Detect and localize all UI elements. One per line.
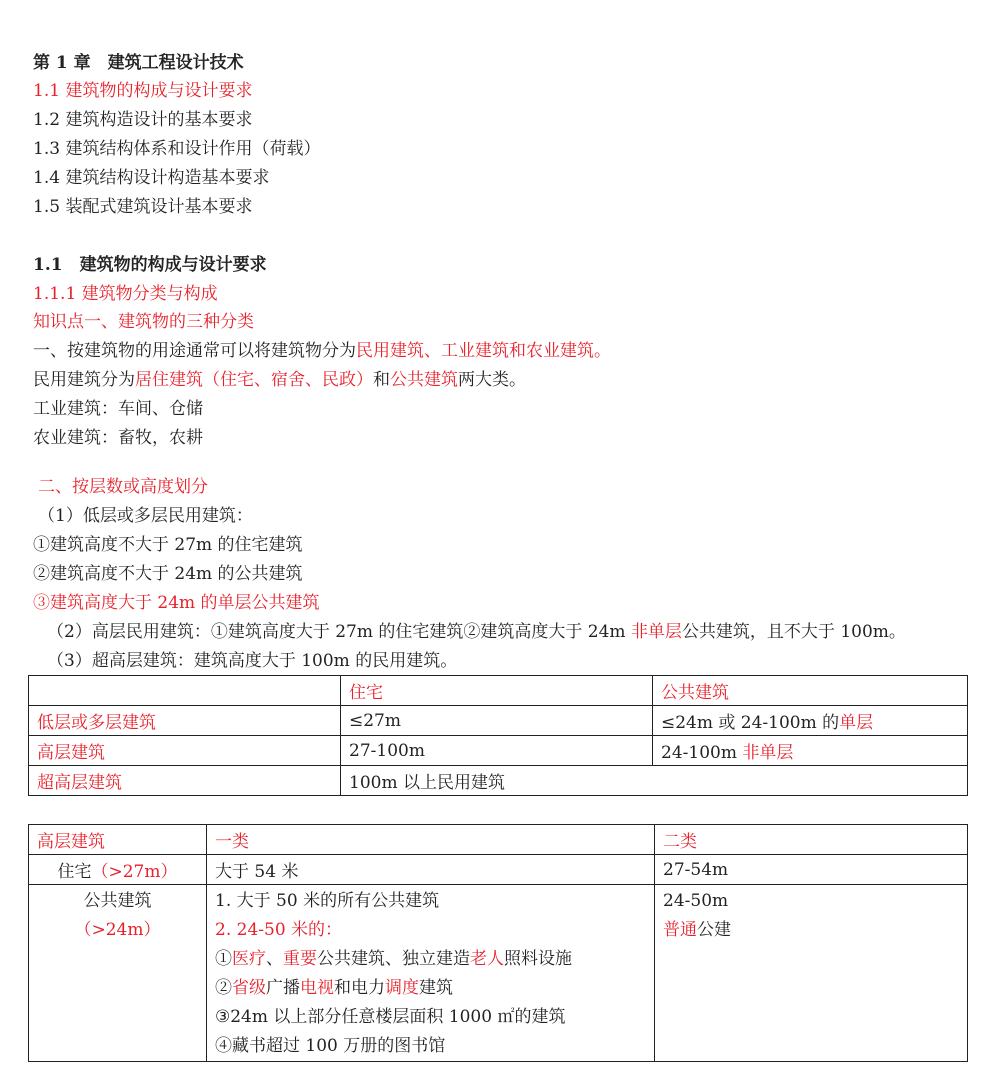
section-title: 1.1 建筑物的构成与设计要求 bbox=[33, 255, 267, 275]
public-class1-line-1: 1. 大于 50 米的所有公共建筑 bbox=[215, 891, 440, 911]
table-row bbox=[29, 855, 968, 885]
table-header-row bbox=[29, 825, 968, 855]
height-classification-heading: 二、按层数或高度划分 bbox=[38, 477, 208, 497]
low-item-2: ②建筑高度不大于 24m 的公共建筑 bbox=[33, 564, 303, 584]
l4-c: 广播 bbox=[266, 978, 300, 998]
cell-low-public bbox=[653, 706, 968, 736]
row-label-residential bbox=[29, 855, 207, 885]
toc-item-1-5[interactable]: 1.5 装配式建筑设计基本要求 bbox=[33, 197, 253, 217]
l4-provincial: 省级 bbox=[232, 978, 266, 998]
cell-residential-class-2: 27-54m bbox=[655, 855, 968, 885]
l3-e: 公共建筑、独立建造 bbox=[317, 949, 470, 969]
header-class-1: 一类 bbox=[207, 825, 655, 855]
cell-low-public-highlight: 单层 bbox=[839, 713, 874, 733]
table-row bbox=[29, 736, 968, 766]
table-header-row bbox=[29, 676, 968, 706]
table-row bbox=[29, 885, 968, 1062]
low-item-1: ①建筑高度不大于 27m 的住宅建筑 bbox=[33, 535, 303, 555]
high-text-c: 公共建筑，且不大于 100m。 bbox=[681, 622, 906, 642]
class2-public: 公建 bbox=[697, 920, 731, 940]
table-row bbox=[29, 766, 968, 796]
high-rise-line bbox=[47, 621, 906, 643]
l3-medical: 医疗 bbox=[232, 949, 266, 969]
public-class1-line-6: ④藏书超过 100 万册的图书馆 bbox=[215, 1036, 446, 1056]
row-label-low: 低层或多层建筑 bbox=[29, 706, 341, 736]
l3-a: ① bbox=[215, 949, 232, 969]
usage-classification bbox=[33, 340, 611, 362]
l3-g: 照料设施 bbox=[504, 949, 572, 969]
public-threshold: （>24m） bbox=[74, 920, 161, 940]
cell-public-class-2 bbox=[655, 885, 968, 1062]
low-multi-heading: （1）低层或多层民用建筑： bbox=[38, 506, 253, 526]
high-text-a: （2）高层民用建筑：①建筑高度大于 27m 的住宅建筑②建筑高度大于 24m bbox=[47, 622, 631, 642]
header-high-rise: 高层建筑 bbox=[29, 825, 207, 855]
height-category-table bbox=[28, 675, 968, 796]
civil-text-e: 两大类。 bbox=[458, 370, 526, 390]
cell-high-public bbox=[653, 736, 968, 766]
usage-highlight: 民用建筑、工业建筑和农业建筑。 bbox=[356, 341, 611, 361]
civil-text-a: 民用建筑分为 bbox=[33, 370, 135, 390]
header-public: 公共建筑 bbox=[653, 676, 968, 706]
industrial-line: 工业建筑：车间、仓储 bbox=[33, 399, 203, 419]
cell-super-merged: 100m 以上民用建筑 bbox=[341, 766, 968, 796]
public-class1-line-5: ③24m 以上部分任意楼层面积 1000 ㎡的建筑 bbox=[215, 1007, 566, 1027]
toc-item-1-4[interactable]: 1.4 建筑结构设计构造基本要求 bbox=[33, 168, 270, 188]
cell-high-public-highlight: 非单层 bbox=[742, 743, 794, 763]
l4-e: 和电力 bbox=[334, 978, 385, 998]
subsection-title: 1.1.1 建筑物分类与构成 bbox=[33, 284, 218, 304]
public-class1-line-2: 2. 24-50 米的： bbox=[215, 920, 343, 940]
toc-item-1-1[interactable]: 1.1 建筑物的构成与设计要求 bbox=[33, 81, 253, 101]
civil-residential: 居住建筑（住宅、宿舍、民政） bbox=[135, 370, 373, 390]
residential-threshold: （>27m） bbox=[91, 862, 178, 882]
toc-item-1-3[interactable]: 1.3 建筑结构体系和设计作用（荷载） bbox=[33, 139, 321, 159]
cell-high-residential: 27-100m bbox=[341, 736, 653, 766]
agricultural-line: 农业建筑：畜牧，农耕 bbox=[33, 428, 203, 448]
public-label: 公共建筑 bbox=[83, 891, 152, 911]
table-row bbox=[29, 706, 968, 736]
civil-text-c: 和 bbox=[373, 370, 390, 390]
super-high-line: （3）超高层建筑：建筑高度大于 100m 的民用建筑。 bbox=[47, 651, 458, 671]
civil-public: 公共建筑 bbox=[390, 370, 458, 390]
public-class2-line-2 bbox=[663, 916, 959, 945]
cell-public-class-1 bbox=[207, 885, 655, 1062]
l4-a: ② bbox=[215, 978, 232, 998]
row-label-high: 高层建筑 bbox=[29, 736, 341, 766]
row-label-public bbox=[29, 885, 207, 1062]
table-cell-empty bbox=[29, 676, 341, 706]
high-non-single: 非单层 bbox=[630, 622, 682, 642]
cell-low-public-text: ≤24m 或 24-100m 的 bbox=[661, 713, 840, 733]
low-item-3: ③建筑高度大于 24m 的单层公共建筑 bbox=[33, 593, 320, 613]
civil-building-line bbox=[33, 369, 526, 391]
cell-low-residential: ≤27m bbox=[341, 706, 653, 736]
public-class2-line-1: 24-50m bbox=[663, 891, 729, 911]
knowledge-point-1: 知识点一、建筑物的三种分类 bbox=[33, 312, 254, 332]
residential-label: 住宅 bbox=[57, 862, 92, 882]
cell-high-public-text: 24-100m bbox=[661, 743, 743, 763]
usage-prefix: 一、按建筑物的用途通常可以将建筑物分为 bbox=[33, 341, 356, 361]
row-label-super: 超高层建筑 bbox=[29, 766, 341, 796]
high-rise-class-table bbox=[28, 824, 968, 1062]
public-class1-line-4 bbox=[215, 974, 646, 1003]
l4-tv: 电视 bbox=[300, 978, 334, 998]
l4-dispatch: 调度 bbox=[385, 978, 419, 998]
public-class1-line-3 bbox=[215, 945, 646, 974]
toc-item-1-2[interactable]: 1.2 建筑构造设计的基本要求 bbox=[33, 110, 253, 130]
l4-g: 建筑 bbox=[419, 978, 453, 998]
header-class-2: 二类 bbox=[655, 825, 968, 855]
chapter-title: 第 1 章 建筑工程设计技术 bbox=[33, 53, 244, 73]
class2-ordinary: 普通 bbox=[663, 920, 697, 940]
header-residential: 住宅 bbox=[341, 676, 653, 706]
l3-important: 重要 bbox=[283, 949, 317, 969]
cell-residential-class-1: 大于 54 米 bbox=[207, 855, 655, 885]
l3-c: 、 bbox=[266, 949, 283, 969]
l3-elderly: 老人 bbox=[470, 949, 504, 969]
